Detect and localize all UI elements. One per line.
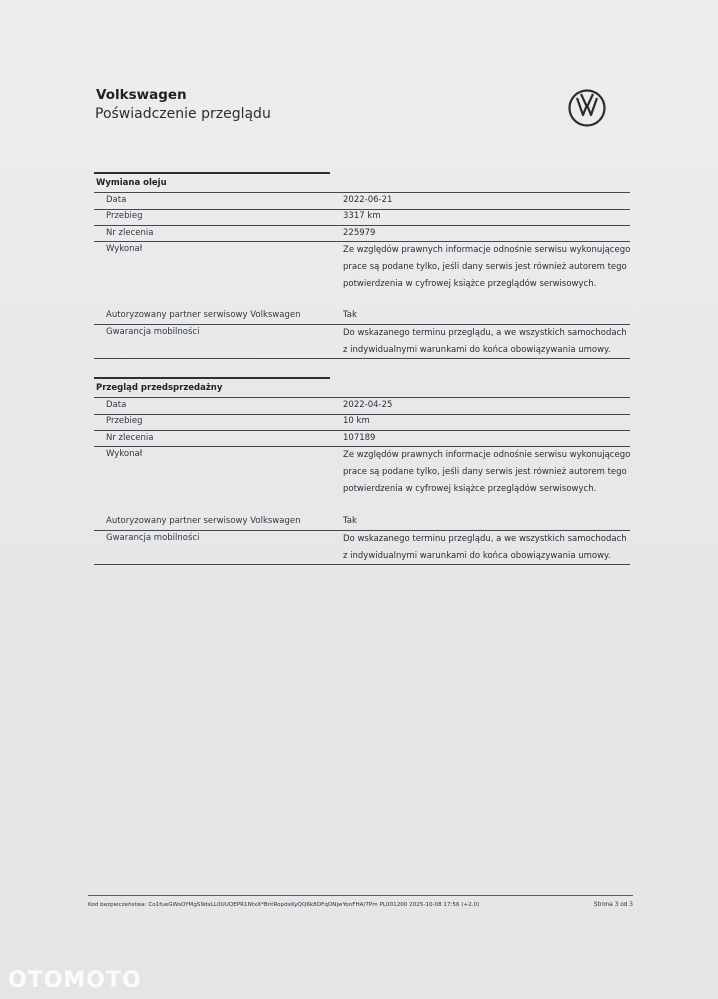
row-label: Autoryzowany partner serwisowy Volkswagen: [106, 310, 301, 320]
row-value: 10 km: [343, 416, 370, 426]
section-title: Przegląd przedsprzedażny: [96, 383, 223, 393]
document-title: Poświadczenie przeglądu: [95, 106, 271, 122]
row-value: 225979: [343, 228, 376, 238]
row-value: 107189: [343, 433, 376, 443]
row-label: Wykonał: [106, 449, 143, 459]
section-title: Wymiana oleju: [96, 178, 167, 188]
table-row: [94, 209, 630, 226]
brand-name: Volkswagen: [96, 87, 187, 103]
table-row: [94, 242, 630, 294]
table-row: [94, 226, 630, 242]
row-label: Data: [106, 195, 127, 205]
section-rule: [94, 172, 330, 174]
row-label: Gwarancja mobilności: [106, 533, 200, 543]
page-number: Strona 3 od 3: [593, 902, 633, 908]
row-value: 2022-04-25: [343, 400, 393, 410]
otomoto-watermark: OTOMOTO: [8, 968, 142, 993]
table-row: [94, 431, 630, 447]
row-value: Do wskazanego terminu przeglądu, a we wszystkich samochodach z indywidualnymi warunkami do końca obowiązywania umowy.: [343, 328, 627, 355]
row-label: Przebieg: [106, 416, 143, 426]
row-label: Autoryzowany partner serwisowy Volkswagen: [106, 516, 301, 526]
table-row: [94, 514, 630, 531]
row-value: Ze względów prawnych informacje odnośnie serwisu wykonującego prace są podane tylko, jeśli dany serwis jest również autorem tego potwierdzenia w cyfrowej książce przeglądów serwisowych.: [343, 450, 631, 494]
row-value: Tak: [343, 310, 357, 320]
row-label: Gwarancja mobilności: [106, 327, 200, 337]
vw-logo-icon: [567, 88, 607, 128]
table-row: [94, 308, 630, 325]
row-label: Data: [106, 400, 127, 410]
section-rule: [94, 377, 330, 379]
table-row: [94, 397, 630, 415]
row-value: 2022-06-21: [343, 195, 393, 205]
table-row: [94, 414, 630, 431]
page-footer: [88, 895, 633, 908]
row-value: Ze względów prawnych informacje odnośnie serwisu wykonującego prace są podane tylko, jeśli dany serwis jest również autorem tego potwierdzenia w cyfrowej książce przeglądów serwisowych.: [343, 245, 631, 289]
row-value: Do wskazanego terminu przeglądu, a we wszystkich samochodach z indywidualnymi warunkami do końca obowiązywania umowy.: [343, 534, 627, 561]
row-label: Wykonał: [106, 244, 143, 254]
row-label: Przebieg: [106, 211, 143, 221]
table-row: [94, 531, 630, 565]
row-value: 3317 km: [343, 211, 381, 221]
table-row: [94, 192, 630, 210]
table-row: [94, 447, 630, 499]
security-code: Kod bezpieczeństwa: Co1fueGWsOYMgS9dxLL0UUQEPR1NtxX*BntRopdxKyQQ6k8OFqONjwYonFHA/7Pm PL001200 2025-10-08 17:56 (+2.0): [88, 902, 480, 908]
table-row: [94, 325, 630, 359]
row-label: Nr zlecenia: [106, 228, 154, 238]
row-label: Nr zlecenia: [106, 433, 154, 443]
row-value: Tak: [343, 516, 357, 526]
